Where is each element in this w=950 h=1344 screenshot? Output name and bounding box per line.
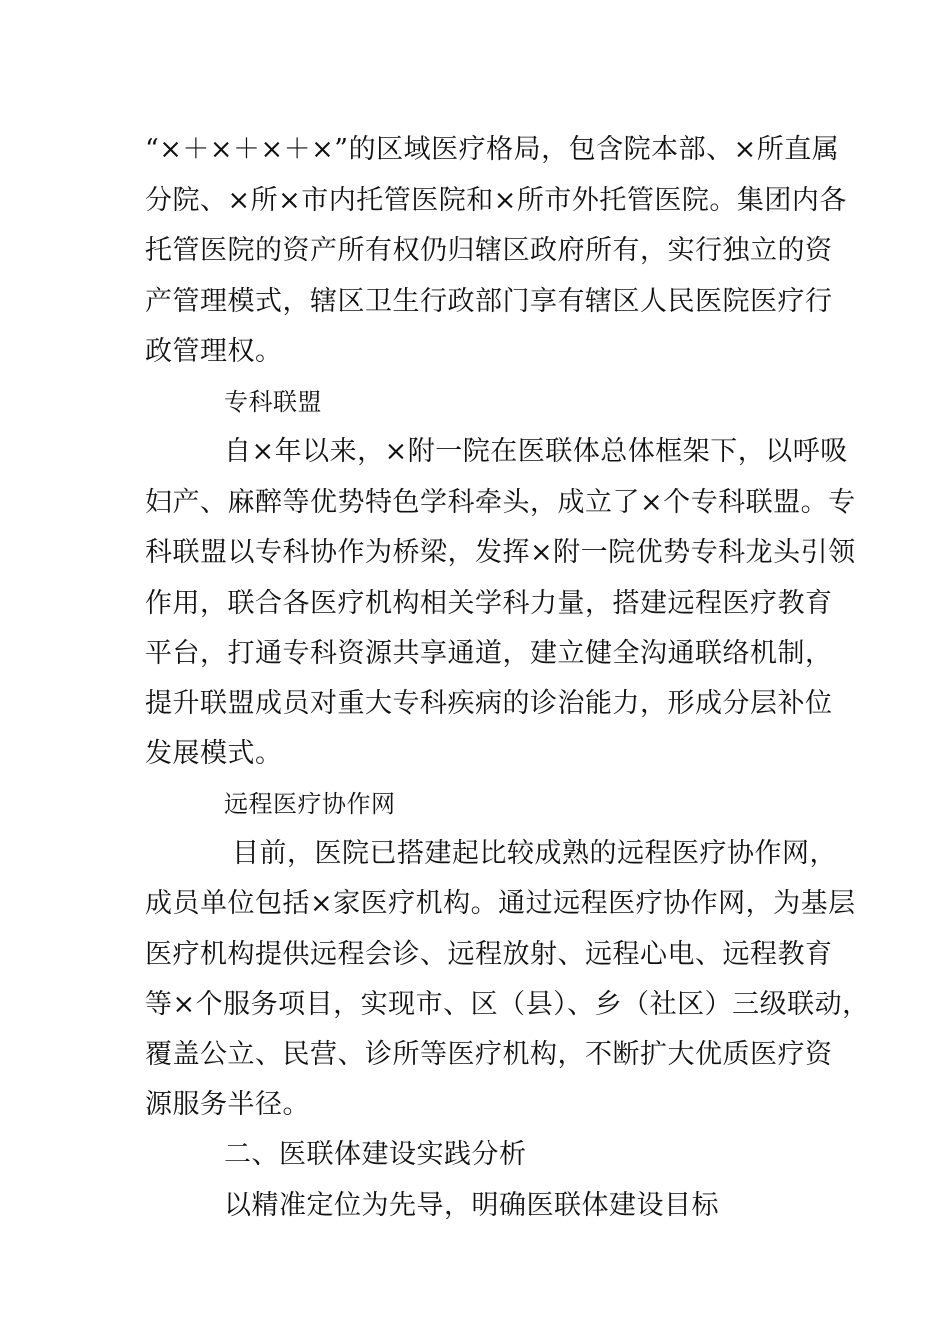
paragraph-line: 科联盟以专科协作为桥梁，发挥×附一院优势专科龙头引领 [145,537,856,568]
paragraph-line: 发展模式。 [145,738,283,769]
paragraph-line: 分院、×所×市内托管医院和×所市外托管医院。集团内各 [145,185,847,216]
paragraph-line: 产管理模式，辖区卫生行政部门享有辖区人民医院医疗行 [145,286,833,317]
paragraph-line: 等×个服务项目，实现市、区（县）、乡（社区）三级联动， [145,989,870,1020]
paragraph-line: 平台，打通专科资源共享通道，建立健全沟通联络机制， [145,638,833,669]
paragraph-line: 成员单位包括×家医疗机构。通过远程医疗协作网，为基层 [145,888,856,919]
paragraph-line: “×＋×＋×＋×”的区域医疗格局，包含院本部、×所直属 [145,134,840,165]
paragraph-line: 源服务半径。 [145,1089,310,1120]
paragraph-line: 妇产、麻醉等优势特色学科牵头，成立了×个专科联盟。专 [145,487,856,518]
paragraph-line: 政管理权。 [145,336,283,367]
section-heading-telemedicine-network: 远程医疗协作网 [224,790,396,818]
section-heading-practice-analysis: 二、医联体建设实践分析 [224,1139,527,1170]
section-heading-specialty-alliance: 专科联盟 [224,388,322,416]
paragraph-line: 托管医院的资产所有权仍归辖区政府所有，实行独立的资 [145,235,833,266]
paragraph-line: 提升联盟成员对重大专科疾病的诊治能力，形成分层补位 [145,688,833,719]
paragraph-line: 自×年以来，×附一院在医联体总体框架下，以呼吸 [224,436,848,467]
paragraph-line: 目前，医院已搭建起比较成熟的远程医疗协作网， [232,838,837,869]
paragraph-line: 覆盖公立、民营、诊所等医疗机构，不断扩大优质医疗资 [145,1039,833,1070]
subsection-heading-precise-positioning: 以精准定位为先导，明确医联体建设目标 [224,1190,719,1221]
paragraph-line: 作用，联合各医疗机构相关学科力量，搭建远程医疗教育 [145,588,833,619]
paragraph-line: 医疗机构提供远程会诊、远程放射、远程心电、远程教育 [145,939,833,970]
